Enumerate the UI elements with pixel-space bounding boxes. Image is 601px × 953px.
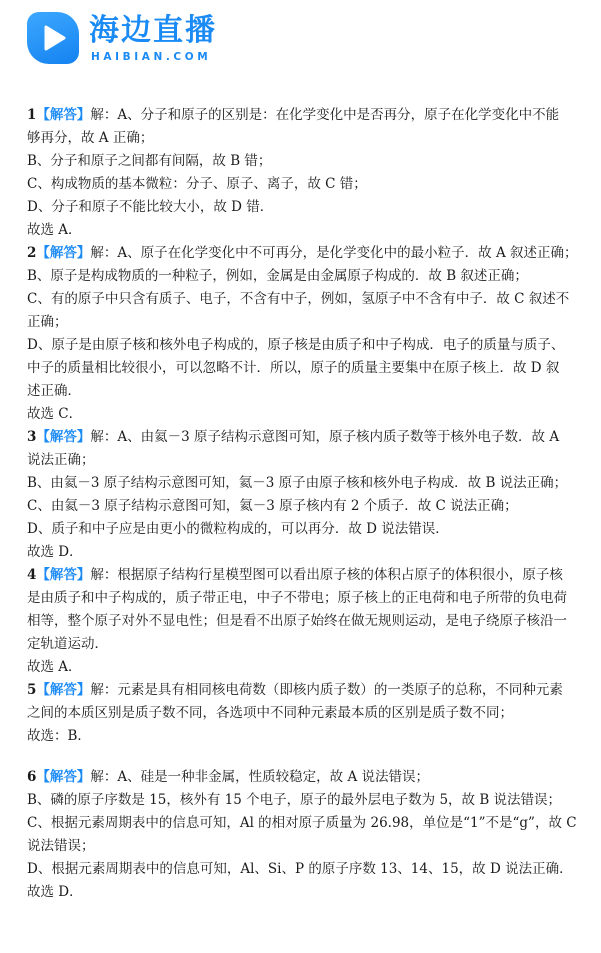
answer-number: 3 bbox=[27, 429, 37, 445]
answer-line: 故选 A． bbox=[27, 659, 82, 675]
answer-number: 2 bbox=[27, 245, 37, 261]
answer-line: 故选 A． bbox=[27, 222, 82, 238]
answer-text: 解：元素是具有相同核电荷数（即核内质子数）的一类原子的总称，不同种元素 bbox=[90, 682, 563, 698]
answer-line: D、根据元素周期表中的信息可知，Al、Si、P 的原子序数 13、14、15，故 D 说法正确． bbox=[27, 861, 573, 877]
logo-mark bbox=[27, 12, 79, 64]
answer-line: 故选：B． bbox=[27, 728, 91, 744]
answer-text: 解：A、由氦－3 原子结构示意图可知，原子核内质子数等于核外电子数．故 A bbox=[90, 429, 560, 445]
answer-line: 述正确． bbox=[27, 383, 81, 399]
answer-tag: 【解答】 bbox=[36, 429, 91, 445]
answer-line: 故选 D． bbox=[27, 544, 83, 560]
haibian-logo[interactable] bbox=[27, 12, 257, 64]
answer-line: 故选 D． bbox=[27, 884, 83, 900]
answers-content bbox=[27, 104, 582, 904]
answer-number: 4 bbox=[27, 567, 37, 583]
answer-line: 是由质子和中子构成的，质子带正电，中子不带电；原子核上的正电荷和电子所带的负电荷 bbox=[27, 590, 567, 606]
answer-line: B、分子和原子之间都有间隔，故 B 错； bbox=[27, 153, 272, 169]
answer-line: 定轨道运动． bbox=[27, 636, 108, 652]
answer-text: 解：A、原子在化学变化中不可再分，是化学变化中的最小粒子．故 A 叙述正确； bbox=[90, 245, 578, 261]
answer-tag: 【解答】 bbox=[36, 107, 91, 123]
play-icon bbox=[27, 12, 79, 64]
answer-line: 正确； bbox=[27, 314, 68, 330]
answer-line: C、有的原子中只含有质子、电子，不含有中子，例如，氢原子中不含有中子．故 C 叙述不 bbox=[27, 291, 570, 307]
answer-line bbox=[27, 679, 582, 702]
answer-line: 够再分，故 A 正确； bbox=[27, 130, 154, 146]
answer-line: 相等，整个原子对外不显电性；但是看不出原子始终在做无规则运动，是电子绕原子核沿一 bbox=[27, 613, 567, 629]
answer-tag: 【解答】 bbox=[36, 245, 91, 261]
answer-number: 1 bbox=[27, 107, 37, 123]
answer-line: B、由氦－3 原子结构示意图可知，氦－3 原子由原子核和核外电子构成．故 B 说法正确； bbox=[27, 475, 568, 491]
answer-5 bbox=[27, 679, 582, 748]
answer-line bbox=[27, 242, 582, 265]
answer-3 bbox=[27, 426, 582, 564]
answer-number: 5 bbox=[27, 682, 37, 698]
answer-text: 解：根据原子结构行星模型图可以看出原子核的体积占原子的体积很小，原子核 bbox=[90, 567, 563, 583]
logo-domain: HAIBIAN.COM bbox=[91, 51, 212, 63]
answer-text: 解：A、硅是一种非金属，性质较稳定，故 A 说法错误； bbox=[90, 769, 429, 785]
answer-line: B、磷的原子序数是 15，核外有 15 个电子，原子的最外层电子数为 5，故 B 说法错误； bbox=[27, 792, 562, 808]
answer-line: 说法错误； bbox=[27, 838, 95, 854]
section-gap bbox=[27, 748, 582, 766]
answer-line: D、质子和中子应是由更小的微粒构成的，可以再分．故 D 说法错误． bbox=[27, 521, 449, 537]
answer-2 bbox=[27, 242, 582, 426]
answer-1 bbox=[27, 104, 582, 242]
answer-line: D、原子是由原子核和核外电子构成的，原子核是由质子和中子构成．电子的质量与质子、 bbox=[27, 337, 565, 353]
answer-line bbox=[27, 766, 582, 789]
answer-tag: 【解答】 bbox=[36, 769, 91, 785]
answer-line: 中子的质量相比较很小，可以忽略不计．所以，原子的质量主要集中在原子核上．故 D 叙 bbox=[27, 360, 560, 376]
answer-line: D、分子和原子不能比较大小，故 D 错． bbox=[27, 199, 274, 215]
answer-4 bbox=[27, 564, 582, 679]
answer-line: B、原子是构成物质的一种粒子，例如，金属是由金属原子构成的．故 B 叙述正确； bbox=[27, 268, 528, 284]
answer-tag: 【解答】 bbox=[36, 567, 91, 583]
answer-line: 故选 C． bbox=[27, 406, 83, 422]
logo-name: 海边直播 bbox=[89, 13, 217, 48]
answer-line bbox=[27, 104, 582, 127]
answer-line: 说法正确； bbox=[27, 452, 95, 468]
answer-line: C、根据元素周期表中的信息可知，Al 的相对原子质量为 26.98，单位是“1”不是“g”，故 C bbox=[27, 815, 577, 831]
answer-number: 6 bbox=[27, 769, 37, 785]
answer-line bbox=[27, 564, 582, 587]
answer-text: 解：A、分子和原子的区别是：在化学变化中是否再分，原子在化学变化中不能 bbox=[90, 107, 560, 123]
answer-tag: 【解答】 bbox=[36, 682, 91, 698]
answer-6 bbox=[27, 766, 582, 904]
answer-line bbox=[27, 426, 582, 449]
answer-line: 之间的本质区别是质子数不同，各选项中不同种元素最本质的区别是质子数不同； bbox=[27, 705, 513, 721]
answer-line: C、构成物质的基本微粒：分子、原子、离子，故 C 错； bbox=[27, 176, 367, 192]
answer-line: C、由氦－3 原子结构示意图可知，氦－3 原子核内有 2 个质子．故 C 说法正确； bbox=[27, 498, 518, 514]
